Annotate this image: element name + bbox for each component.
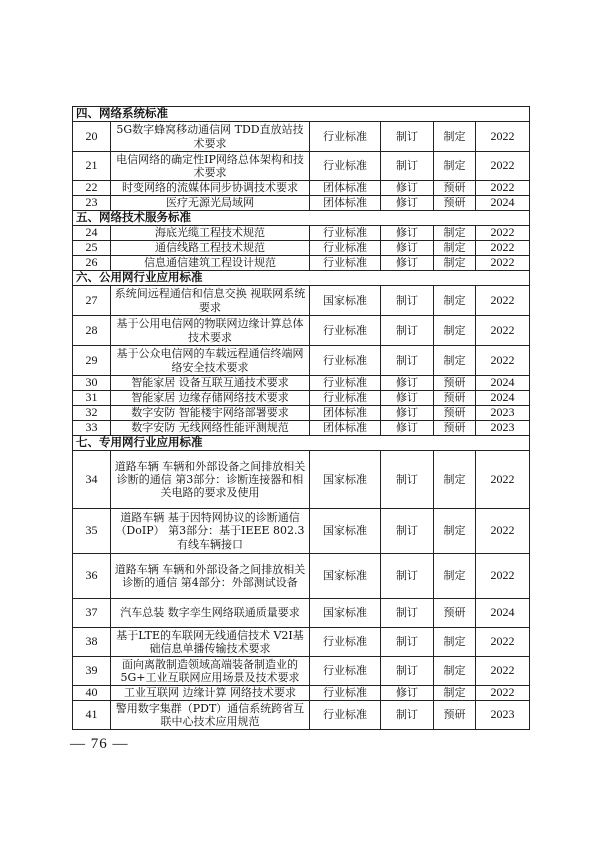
row-number: 21 [73,152,111,181]
section-title: 五、网络技术服务标准 [73,211,530,226]
standard-type: 行业标准 [310,241,381,256]
stage: 预研 [434,406,476,421]
standard-type: 行业标准 [310,226,381,241]
standard-type: 行业标准 [310,391,381,406]
year: 2024 [476,391,530,406]
table-row [73,657,530,686]
stage: 制定 [434,316,476,346]
row-number: 26 [73,256,111,271]
stage: 预研 [434,376,476,391]
action-type: 制订 [381,346,434,376]
table-row [73,406,530,421]
row-number: 33 [73,421,111,436]
table-row [73,421,530,436]
stage: 预研 [434,701,476,730]
page-number: — 76 — [70,736,129,752]
stage: 制定 [434,686,476,701]
table-row [73,152,530,181]
standards-table [72,106,530,730]
action-type: 修订 [381,181,434,196]
table-row [73,226,530,241]
row-number: 39 [73,657,111,686]
action-type: 制订 [381,599,434,628]
table-row [73,686,530,701]
section-title: 七、专用网行业应用标准 [73,436,530,451]
table-row [73,346,530,376]
action-type: 制订 [381,451,434,509]
standard-type: 行业标准 [310,657,381,686]
year: 2022 [476,181,530,196]
row-number: 38 [73,628,111,657]
stage: 制定 [434,628,476,657]
row-number: 28 [73,316,111,346]
stage: 预研 [434,391,476,406]
year: 2022 [476,152,530,181]
year: 2023 [476,421,530,436]
year: 2023 [476,701,530,730]
stage: 制定 [434,346,476,376]
standard-name: 智能家居 设备互联互通技术要求 [111,376,310,391]
standard-type: 团体标准 [310,181,381,196]
stage: 预研 [434,421,476,436]
section-header-row [73,211,530,226]
stage: 预研 [434,599,476,628]
standard-name: 数字安防 无线网络性能评测规范 [111,421,310,436]
year: 2022 [476,628,530,657]
standard-type: 团体标准 [310,406,381,421]
row-number: 36 [73,554,111,599]
table-row [73,196,530,211]
standard-type: 国家标准 [310,286,381,316]
action-type: 修订 [381,406,434,421]
standard-type: 国家标准 [310,599,381,628]
standard-name: 面向离散制造领域高端装备制造业的5G+工业互联网应用场景及技术要求 [111,657,310,686]
table-row [73,599,530,628]
year: 2022 [476,241,530,256]
year: 2022 [476,686,530,701]
row-number: 23 [73,196,111,211]
standard-name: 海底光缆工程技术规范 [111,226,310,241]
standard-type: 行业标准 [310,701,381,730]
stage: 制定 [434,241,476,256]
row-number: 35 [73,509,111,554]
section-header-row [73,436,530,451]
action-type: 制订 [381,554,434,599]
action-type: 修订 [381,376,434,391]
row-number: 24 [73,226,111,241]
stage: 预研 [434,196,476,211]
row-number: 29 [73,346,111,376]
stage: 制定 [434,226,476,241]
standard-name: 时变网络的流媒体同步协调技术要求 [111,181,310,196]
action-type: 制订 [381,657,434,686]
standard-type: 行业标准 [310,686,381,701]
row-number: 20 [73,122,111,152]
section-header-row [73,107,530,122]
table-row [73,256,530,271]
year: 2022 [476,346,530,376]
standard-name: 警用数字集群（PDT）通信系统跨省互联中心技术应用规范 [111,701,310,730]
stage: 制定 [434,256,476,271]
action-type: 制订 [381,628,434,657]
row-number: 31 [73,391,111,406]
table-row [73,628,530,657]
table-row [73,509,530,554]
table-row [73,701,530,730]
standard-name: 系统间远程通信和信息交换 视联网系统要求 [111,286,310,316]
standard-name: 基于LTE的车联网无线通信技术 V2I基础信息单播传输技术要求 [111,628,310,657]
row-number: 34 [73,451,111,509]
year: 2024 [476,196,530,211]
table-row [73,391,530,406]
action-type: 制订 [381,122,434,152]
year: 2024 [476,599,530,628]
stage: 制定 [434,286,476,316]
table-row [73,286,530,316]
standard-name: 5G数字蜂窝移动通信网 TDD直放站技术要求 [111,122,310,152]
standard-type: 行业标准 [310,628,381,657]
standard-name: 电信网络的确定性IP网络总体架构和技术要求 [111,152,310,181]
standard-type: 行业标准 [310,256,381,271]
year: 2022 [476,509,530,554]
year: 2022 [476,226,530,241]
stage: 制定 [434,657,476,686]
row-number: 27 [73,286,111,316]
table-row [73,451,530,509]
stage: 制定 [434,152,476,181]
table-row [73,316,530,346]
standard-type: 行业标准 [310,152,381,181]
section-title: 六、公用网行业应用标准 [73,271,530,286]
action-type: 修订 [381,421,434,436]
stage: 制定 [434,554,476,599]
standard-type: 行业标准 [310,376,381,391]
standard-name: 医疗无源光局域网 [111,196,310,211]
section-title: 四、网络系统标准 [73,107,530,122]
action-type: 制订 [381,286,434,316]
standard-name: 工业互联网 边缘计算 网络技术要求 [111,686,310,701]
year: 2022 [476,316,530,346]
standard-name: 智能家居 边缘存储网络技术要求 [111,391,310,406]
year: 2022 [476,122,530,152]
standard-name: 通信线路工程技术规范 [111,241,310,256]
standard-name: 道路车辆 车辆和外部设备之间排放相关诊断的通信 第4部分：外部测试设备 [111,554,310,599]
action-type: 修订 [381,241,434,256]
standard-name: 汽车总装 数字孪生网络联通质量要求 [111,599,310,628]
year: 2022 [476,256,530,271]
standard-type: 行业标准 [310,346,381,376]
row-number: 22 [73,181,111,196]
action-type: 修订 [381,391,434,406]
action-type: 修订 [381,196,434,211]
row-number: 41 [73,701,111,730]
standard-name: 基于公众电信网的车载远程通信终端网络安全技术要求 [111,346,310,376]
standard-type: 行业标准 [310,122,381,152]
row-number: 30 [73,376,111,391]
standard-name: 信息通信建筑工程设计规范 [111,256,310,271]
action-type: 制订 [381,509,434,554]
stage: 预研 [434,181,476,196]
year: 2023 [476,406,530,421]
standard-name: 基于公用电信网的物联网边缘计算总体技术要求 [111,316,310,346]
year: 2022 [476,657,530,686]
action-type: 制订 [381,152,434,181]
row-number: 40 [73,686,111,701]
standard-type: 国家标准 [310,554,381,599]
year: 2022 [476,554,530,599]
standard-type: 国家标准 [310,509,381,554]
standard-type: 团体标准 [310,196,381,211]
stage: 制定 [434,509,476,554]
action-type: 制订 [381,316,434,346]
action-type: 修订 [381,256,434,271]
year: 2022 [476,451,530,509]
standard-name: 数字安防 智能楼宇网络部署要求 [111,406,310,421]
table-row [73,181,530,196]
year: 2022 [476,286,530,316]
standard-name: 道路车辆 车辆和外部设备之间排放相关诊断的通信 第3部分：诊断连接器和相关电路的要求及使用 [111,451,310,509]
table-row [73,241,530,256]
table-row [73,376,530,391]
table-row [73,554,530,599]
action-type: 修订 [381,226,434,241]
stage: 制定 [434,451,476,509]
action-type: 修订 [381,686,434,701]
row-number: 37 [73,599,111,628]
section-header-row [73,271,530,286]
standard-type: 行业标准 [310,316,381,346]
standard-type: 国家标准 [310,451,381,509]
row-number: 25 [73,241,111,256]
standard-name: 道路车辆 基于因特网协议的诊断通信（DoIP） 第3部分：基于IEEE 802.3有线车辆接口 [111,509,310,554]
row-number: 32 [73,406,111,421]
action-type: 制订 [381,701,434,730]
table-row [73,122,530,152]
table-body [73,107,530,730]
year: 2024 [476,376,530,391]
stage: 制定 [434,122,476,152]
standard-type: 团体标准 [310,421,381,436]
